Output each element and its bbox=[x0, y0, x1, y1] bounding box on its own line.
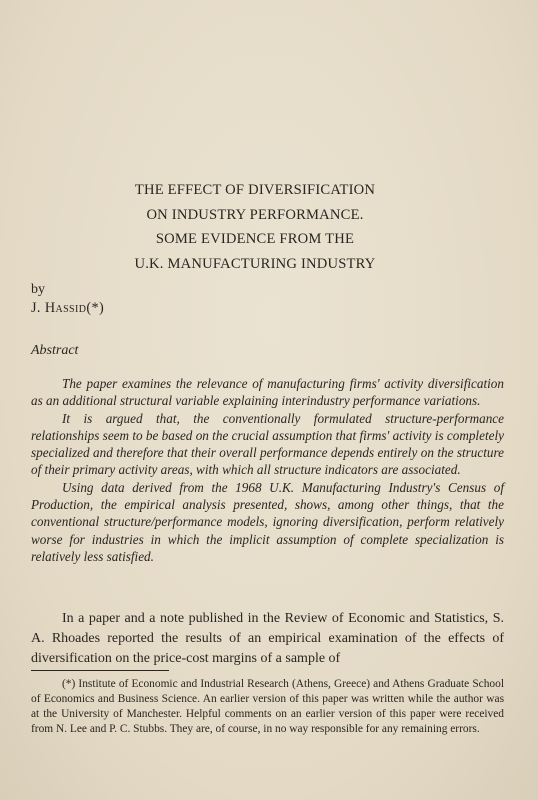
footnote-mark: (*) bbox=[86, 300, 105, 316]
author-surname: Hassid bbox=[44, 300, 87, 316]
abstract-body bbox=[31, 375, 504, 565]
author-name bbox=[31, 300, 104, 317]
body-text bbox=[31, 609, 504, 669]
title-line-2: ON INDUSTRY PERFORMANCE. bbox=[146, 206, 364, 223]
by-label: by bbox=[31, 282, 45, 297]
footnote-divider bbox=[31, 670, 169, 671]
footnote-text: (*) Institute of Economic and Industrial Research (Athens, Greece) and Athens Graduate School of Economics and Business Science. An earlier version of this paper was written while the author was at the University of Manchester. Helpful comments on an earlier version of this paper were received from N. Lee and P. C. Stubbs. They are, of course, in no way responsible for any remaining errors. bbox=[31, 678, 504, 735]
abstract-paragraph: The paper examines the relevance of manufacturing firms' activity diversification as an additional structural variable explaining interindustry performance variations. bbox=[31, 376, 504, 409]
body-paragraph: In a paper and a note published in the Review of Economic and Statistics, S. A. Rhoades reported the results of an empirical examination of the effects of diversification on the price-cost margins of a sample of bbox=[31, 611, 504, 666]
abstract-paragraph: It is argued that, the conventionally formulated structure-performance relationships seem to be based on the crucial assumption that firms' activity is completely specialized and therefore that their overall performance depends entirely on the structure of their primary activity areas, with which all structure indicators are associated. bbox=[31, 410, 504, 478]
abstract-heading: Abstract bbox=[31, 343, 79, 358]
author-initial: J. bbox=[31, 300, 45, 316]
article-title bbox=[0, 178, 510, 276]
title-line-1: THE EFFECT OF DIVERSIFICATION bbox=[134, 182, 376, 198]
abstract-paragraph: Using data derived from the 1968 U.K. Manufacturing Industry's Census of Production, the empirical analysis presented, shows, among other things, that the conventional structure/performance models, ignoring diversification, perform relatively worse for industries in which the implicit assumption of complete specialization is relatively less satisfied. bbox=[31, 479, 504, 564]
title-line-4: U.K. MANUFACTURING INDUSTRY bbox=[134, 255, 376, 272]
title-line-3: SOME EVIDENCE FROM THE bbox=[155, 231, 355, 247]
footnote bbox=[31, 677, 504, 737]
